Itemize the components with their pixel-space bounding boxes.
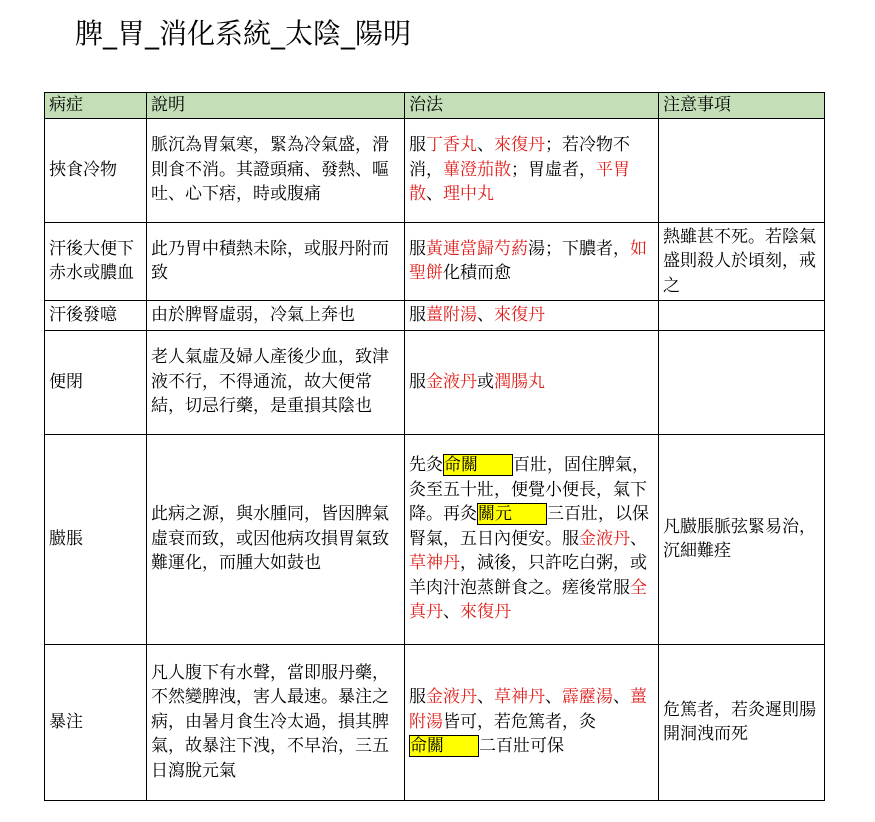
table-row [45,222,825,301]
disease-cell: 暴注 [45,644,147,800]
notes-cell [659,118,825,222]
treatment-text: ；胃虛者， [511,159,596,180]
treatment-cell [405,222,659,301]
description-cell: 老人氣虛及婦人產後少血，致津液不行，不得通流，故大便常結，切忌行藥，是重損其陰也 [147,330,405,434]
treatment-text: 先灸 [409,455,443,476]
remedy-name: 平胃散 [409,159,630,205]
treatment-text: 、 [613,687,630,708]
remedy-name: 金液丹 [579,528,630,549]
disease-cell: 汗後大便下赤水或膿血 [45,222,147,301]
notes-cell: 凡臌脹脈弦緊易治，沉細難痊 [659,434,825,644]
description-cell: 脈沉為胃氣寒，緊為冷氣盛，滑則食不消。其證頭痛、發熱、嘔吐、心下痞，時或腹痛 [147,118,405,222]
treatment-cell [405,330,659,434]
treatment-text: 服 [409,305,426,325]
treatment-text: 皆可，若危篤者，灸 [443,711,596,732]
remedy-name: 來復丹 [494,135,545,156]
treatment-text: 服 [409,687,426,708]
table-header-row [45,93,825,119]
treatment-text: 、 [477,687,494,708]
treatment-cell [405,434,659,644]
remedy-name: 霹靂湯 [562,687,613,708]
treatment-text: 服 [409,238,426,259]
description-cell: 凡人腹下有水聲，當即服丹藥，不然變脾洩，害人最速。暴注之病，由暑月食生冷太過，損其脾氣，故暴注下洩，不早治，三五日瀉脫元氣 [147,644,405,800]
treatment-text: 三百壯，以保腎氣，五日內便安。服 [409,504,649,549]
notes-cell: 熱雖甚不死。若陰氣盛則殺人於頃刻，戒之 [659,222,825,301]
remedy-name: 金液丹 [426,371,477,392]
table-row [45,118,825,222]
acupoint-highlight: 命關 [410,736,478,757]
remedy-name: 全真丹 [409,577,647,623]
notes-cell: 危篤者，若灸遲則腸開洞洩而死 [659,644,825,800]
disease-cell: 挾食冷物 [45,118,147,222]
acupoint-highlight: 關元 [478,504,546,525]
remedy-name: 如聖餅 [409,238,647,284]
header-notes: 注意事項 [659,93,825,119]
treatment-text: 、 [630,528,647,549]
treatment-text: ，減後，只許吃白粥，或羊肉汁泡蒸餅食之。瘥後常服 [409,553,647,598]
remedy-name: 潤腸丸 [494,371,545,392]
remedy-name: 來復丹 [460,602,511,623]
table-row [45,330,825,434]
treatment-text: 服 [409,371,426,392]
remedy-name: 來復丹 [494,305,545,325]
table-row [45,644,825,800]
treatment-text: 服 [409,135,426,156]
remedy-name: 理中丸 [443,184,494,205]
treatment-text: 化積而愈 [443,263,511,284]
page-title: 脾_胃_消化系統_太陰_陽明 [75,17,412,50]
treatment-text: ；若冷物不消， [409,135,630,180]
header-description: 說明 [147,93,405,119]
treatment-cell [405,118,659,222]
treatment-cell [405,301,659,331]
remedy-name: 丁香丸 [426,135,477,156]
table-row [45,301,825,331]
table-row [45,434,825,644]
treatment-text: 、 [477,135,494,156]
symptom-table [44,92,825,801]
treatment-text: 二百壯可保 [479,736,564,757]
treatment-text: 百壯，固住脾氣，灸至五十壯，便覺小便長，氣下降。再灸 [409,455,649,525]
description-cell: 此乃胃中積熱未除，或服丹附而致 [147,222,405,301]
description-cell: 由於脾腎虛弱，冷氣上奔也 [147,301,405,331]
remedy-name: 薑附湯 [409,687,647,732]
treatment-text: 、 [426,184,443,205]
treatment-text: 湯；下膿者， [528,238,630,259]
header-disease: 病症 [45,93,147,119]
description-cell: 此病之源，與水腫同，皆因脾氣虛衰而致，或因他病攻損胃氣致難運化，而腫大如鼓也 [147,434,405,644]
notes-cell [659,330,825,434]
remedy-name: 草神丹 [494,687,545,708]
treatment-cell [405,644,659,800]
treatment-text: 或 [477,371,494,392]
acupoint-highlight: 命關 [444,455,512,476]
treatment-text: 、 [477,305,494,325]
disease-cell: 便閉 [45,330,147,434]
remedy-name: 蓽澄茄散 [443,159,511,180]
header-treatment: 治法 [405,93,659,119]
treatment-text: 、 [443,602,460,623]
remedy-name: 黃連當歸芍葯 [426,238,528,259]
remedy-name: 草神丹 [409,553,460,574]
notes-cell [659,301,825,331]
remedy-name: 薑附湯 [426,305,477,325]
remedy-name: 金液丹 [426,687,477,708]
disease-cell: 汗後發噫 [45,301,147,331]
disease-cell: 臌脹 [45,434,147,644]
treatment-text: 、 [545,687,562,708]
